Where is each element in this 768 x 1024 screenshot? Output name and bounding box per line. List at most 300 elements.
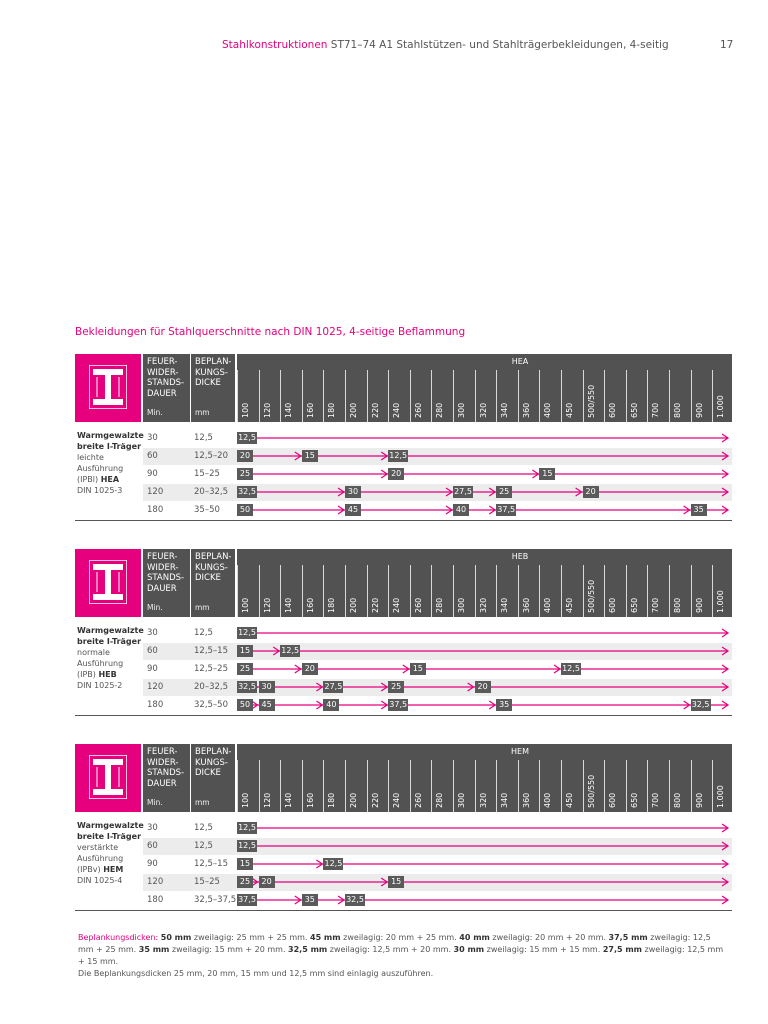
plank-header-line: DICKE — [195, 378, 221, 388]
profile-size-label: 360 — [521, 792, 531, 808]
beam-table-hem — [75, 744, 732, 914]
description-line: DIN 1025-3 — [77, 486, 123, 495]
range-arrow — [75, 625, 732, 642]
profile-size-label: 300 — [457, 792, 466, 808]
header-title: ST71–74 A1 Stahlstützen- und Stahlträgerbekleidungen, 4-seitig — [330, 39, 669, 51]
footnote — [78, 932, 728, 980]
column-tick — [518, 565, 519, 617]
plank-thickness: 12,5 — [194, 841, 213, 851]
profile-size-label: 650 — [629, 597, 639, 613]
description-line: leichte — [77, 453, 104, 462]
column-tick — [561, 760, 562, 812]
profile-size-label: 240 — [392, 792, 402, 808]
profile-size-label: 1.000 — [716, 395, 726, 418]
thickness-box: 20 — [583, 486, 599, 498]
column-tick — [302, 565, 303, 617]
i-beam-logo — [75, 744, 141, 812]
range-arrow — [75, 484, 732, 501]
i-beam-icon — [89, 560, 127, 604]
description-line: Warmgewalzte — [77, 431, 144, 440]
fire-minutes: 60 — [147, 451, 158, 461]
profile-size-label: 140 — [284, 402, 294, 418]
thickness-box: 32,5 — [238, 682, 256, 691]
fire-header-line: FEUER- — [147, 552, 178, 562]
thickness-box: 12,5 — [562, 664, 580, 673]
range-arrow — [75, 643, 732, 660]
series-label: HEA — [511, 357, 529, 366]
fire-minutes: 90 — [147, 469, 158, 479]
column-tick — [453, 565, 454, 617]
thickness-box: 12,5 — [238, 628, 256, 637]
profile-size-label: 600 — [608, 597, 618, 613]
profile-size-label: 160 — [305, 792, 315, 808]
column-tick — [712, 760, 713, 812]
profile-size-label: 260 — [413, 402, 423, 418]
column-tick — [496, 760, 497, 812]
column-tick — [561, 565, 562, 617]
profile-size-label: 100 — [241, 792, 250, 808]
fire-minutes: 120 — [147, 682, 164, 692]
column-tick — [539, 760, 540, 812]
plank-thickness-header — [195, 552, 232, 584]
profile-size-label: 600 — [608, 792, 618, 808]
description-line: DIN 1025-2 — [77, 681, 123, 690]
footnote-thickness: 50 mm — [160, 933, 192, 942]
fire-minutes: 180 — [147, 895, 164, 905]
description-line: verstärkte — [77, 843, 119, 852]
column-tick — [539, 565, 540, 617]
column-tick — [647, 565, 648, 617]
header-divider — [190, 744, 191, 812]
column-tick — [302, 760, 303, 812]
column-tick — [237, 370, 238, 422]
thickness-box: 32,5 — [238, 487, 256, 496]
plank-thickness: 12,5–20 — [194, 451, 228, 461]
profile-size-label: 400 — [543, 792, 553, 808]
i-beam-logo — [75, 354, 141, 422]
footnote-composition: zweilagig: 12,5 mm + 15 mm. — [78, 945, 724, 966]
thickness-box: 12,5 — [324, 859, 343, 868]
table-header — [143, 354, 732, 422]
plank-thickness: 35–50 — [194, 505, 220, 515]
footnote-thickness: 37,5 mm — [608, 933, 648, 942]
footnote-label: Beplankungsdicken: — [78, 933, 159, 942]
plank-unit: mm — [195, 408, 210, 417]
plank-header-line: BEPLAN- — [195, 552, 232, 562]
column-tick — [583, 760, 584, 812]
column-tick — [647, 760, 648, 812]
profile-size-label: 140 — [284, 597, 294, 613]
plank-header-line: KUNGS- — [195, 757, 228, 768]
table-bottom-rule — [75, 910, 732, 911]
description-line: breite I-Träger — [77, 637, 142, 646]
column-tick — [691, 370, 692, 422]
description-line: breite I-Träger — [77, 832, 142, 841]
thickness-box: 27,5 — [454, 487, 472, 496]
profile-size-label: 320 — [478, 402, 488, 418]
column-tick — [259, 565, 260, 617]
thickness-box: 30 — [259, 681, 275, 693]
plank-header-line: KUNGS- — [195, 367, 228, 378]
column-tick — [410, 370, 411, 422]
plank-thickness: 12,5–25 — [194, 664, 228, 674]
fire-minutes: 120 — [147, 877, 164, 887]
plank-unit: mm — [195, 603, 210, 612]
fire-header-line: FEUER- — [147, 747, 178, 757]
plank-thickness: 12,5–15 — [194, 859, 228, 869]
column-tick — [518, 370, 519, 422]
range-arrow — [75, 838, 732, 855]
profile-size-label: 900 — [694, 402, 704, 418]
profile-size-label: 120 — [262, 402, 272, 418]
profile-size-label: 450 — [565, 597, 574, 613]
column-tick — [388, 370, 389, 422]
plank-thickness: 15–25 — [194, 469, 220, 479]
profile-size-label: 220 — [370, 792, 380, 808]
column-tick — [431, 565, 432, 617]
column-tick — [237, 565, 238, 617]
thickness-box: 20 — [237, 450, 253, 462]
profile-size-label: 450 — [565, 402, 574, 418]
thickness-box: 25 — [388, 681, 404, 693]
profile-size-label: 340 — [500, 597, 510, 613]
fire-header-line: STANDS- — [147, 573, 185, 583]
profile-size-label: 700 — [651, 402, 661, 418]
thickness-box: 35 — [496, 699, 512, 711]
thickness-box: 12,5 — [281, 646, 300, 655]
thickness-box: 27,5 — [324, 682, 343, 691]
column-tick — [345, 565, 346, 617]
plank-thickness: 20–32,5 — [194, 487, 228, 497]
header-divider — [190, 549, 191, 617]
column-tick — [647, 370, 648, 422]
profile-size-label: 180 — [327, 792, 337, 808]
profile-size-label: 1.000 — [716, 785, 726, 808]
fire-minutes: 90 — [147, 859, 158, 869]
fire-unit: Min. — [147, 798, 163, 807]
fire-minutes: 60 — [147, 841, 158, 851]
column-tick — [388, 565, 389, 617]
i-beam-icon — [89, 755, 127, 799]
profile-size-label: 500/550 — [586, 579, 596, 613]
column-tick — [259, 760, 260, 812]
plank-thickness: 32,5–50 — [194, 700, 228, 710]
header-divider — [190, 354, 191, 422]
profile-size-label: 900 — [694, 597, 704, 613]
column-tick — [475, 370, 476, 422]
column-tick — [626, 565, 627, 617]
footnote-thickness: 40 mm — [459, 933, 490, 942]
profile-size-label: 600 — [608, 402, 618, 418]
fire-header-line: WIDER- — [147, 367, 179, 378]
column-tick — [431, 370, 432, 422]
fire-minutes: 30 — [147, 628, 158, 638]
fire-header-line: DAUER — [147, 583, 177, 594]
column-tick — [367, 370, 368, 422]
fire-header-line: WIDER- — [147, 757, 179, 768]
profile-size-label: 220 — [370, 597, 380, 613]
column-tick — [539, 370, 540, 422]
footnote-parts — [78, 933, 723, 966]
plank-thickness: 12,5 — [194, 628, 213, 638]
profile-size-label: 700 — [651, 597, 661, 613]
profile-size-label: 240 — [392, 597, 402, 613]
profile-size-label: 400 — [543, 402, 553, 418]
header-category: Stahlkonstruktionen — [222, 39, 328, 51]
column-tick — [453, 760, 454, 812]
thickness-box: 15 — [539, 468, 555, 480]
thickness-box: 12,5 — [389, 451, 408, 460]
series-label: HEB — [511, 552, 529, 561]
column-tick — [712, 565, 713, 617]
table-bottom-rule — [75, 520, 732, 521]
thickness-box: 20 — [259, 876, 275, 888]
footnote-thickness: 35 mm — [138, 945, 170, 954]
plank-thickness: 12,5 — [194, 433, 213, 443]
fire-header-line: DAUER — [147, 388, 177, 399]
column-tick — [345, 370, 346, 422]
plank-header-line: BEPLAN- — [195, 357, 232, 367]
i-beam-logo — [75, 549, 141, 617]
thickness-box: 20 — [302, 663, 318, 675]
profile-size-label: 300 — [457, 402, 466, 418]
column-tick — [410, 760, 411, 812]
profile-size-label: 900 — [694, 792, 704, 808]
series-label: HEM — [511, 747, 529, 756]
profile-size-label: 800 — [673, 402, 682, 418]
column-tick — [669, 565, 670, 617]
description-line: Ausführung — [77, 854, 124, 863]
column-tick — [475, 760, 476, 812]
thickness-box: 35 — [691, 504, 707, 516]
profile-size-label: 320 — [478, 792, 488, 808]
thickness-box: 25 — [237, 876, 253, 888]
column-tick — [367, 565, 368, 617]
column-tick — [323, 370, 324, 422]
profile-size-label: 260 — [413, 792, 423, 808]
beam-table-heb — [75, 549, 732, 719]
plank-thickness-header — [195, 357, 232, 389]
plank-header-line: DICKE — [195, 768, 221, 778]
footnote-composition: zweilagig: 20 mm + 20 mm. — [489, 933, 609, 942]
thickness-box: 45 — [345, 504, 361, 516]
description-line: normale — [77, 648, 110, 657]
fire-header-line: FEUER- — [147, 357, 178, 367]
description-line: HEA — [100, 475, 120, 484]
thickness-box: 40 — [453, 504, 469, 516]
thickness-box: 50 — [237, 504, 253, 516]
profile-size-label: 1.000 — [716, 590, 726, 613]
plank-thickness: 12,5 — [194, 823, 213, 833]
footnote-thickness: 27,5 mm — [602, 945, 643, 954]
thickness-box: 25 — [237, 663, 253, 675]
fire-unit: Min. — [147, 603, 163, 612]
profile-size-label: 200 — [349, 792, 358, 808]
fire-minutes: 180 — [147, 505, 164, 515]
description-line: HEM — [103, 865, 124, 874]
profile-size-label: 400 — [543, 597, 553, 613]
description-line: (IPBv) — [77, 865, 104, 874]
thickness-box: 20 — [475, 681, 491, 693]
fire-minutes: 30 — [147, 823, 158, 833]
profile-size-label: 500/550 — [586, 384, 596, 418]
column-tick — [561, 370, 562, 422]
column-tick — [237, 760, 238, 812]
table-bottom-rule — [75, 715, 732, 716]
column-tick — [323, 565, 324, 617]
fire-header-line: WIDER- — [147, 562, 179, 573]
fire-minutes: 30 — [147, 433, 158, 443]
plank-thickness: 15–25 — [194, 877, 220, 887]
profile-size-label: 180 — [327, 402, 337, 418]
profile-size-label: 200 — [349, 402, 358, 418]
thickness-box: 15 — [237, 645, 253, 657]
profile-size-label: 120 — [262, 792, 272, 808]
profile-size-label: 650 — [629, 792, 639, 808]
fire-resistance-header — [147, 747, 184, 789]
column-tick — [669, 760, 670, 812]
profile-size-label: 240 — [392, 402, 402, 418]
range-arrow — [75, 502, 732, 519]
column-tick — [496, 370, 497, 422]
plank-thickness: 12,5–15 — [194, 646, 228, 656]
table-header — [143, 744, 732, 812]
thickness-box: 12,5 — [238, 841, 256, 850]
column-tick — [583, 370, 584, 422]
footnote-composition: zweilagig: 20 mm + 25 mm. — [340, 933, 460, 942]
profile-size-label: 200 — [349, 597, 358, 613]
profile-size-label: 360 — [521, 402, 531, 418]
profile-size-label: 340 — [500, 792, 510, 808]
profile-size-label: 800 — [673, 597, 682, 613]
column-tick — [475, 565, 476, 617]
plank-thickness: 20–32,5 — [194, 682, 228, 692]
fire-header-line: STANDS- — [147, 768, 185, 778]
profile-size-label: 280 — [435, 597, 445, 613]
footnote-last-line: Die Beplankungsdicken 25 mm, 20 mm, 15 mm und 12,5 mm sind einlagig auszuführen. — [78, 969, 434, 978]
column-tick — [302, 370, 303, 422]
plank-header-line: DICKE — [195, 573, 221, 583]
column-tick — [367, 760, 368, 812]
fire-header-line: DAUER — [147, 778, 177, 789]
footnote-composition: zweilagig: 12,5 mm + 25 mm. — [78, 933, 711, 954]
profile-size-label: 280 — [435, 792, 445, 808]
column-tick — [431, 760, 432, 812]
thickness-box: 30 — [345, 486, 361, 498]
column-tick — [604, 565, 605, 617]
column-tick — [453, 370, 454, 422]
range-arrow — [75, 820, 732, 837]
thickness-box: 15 — [237, 858, 253, 870]
thickness-box: 32,5 — [691, 700, 710, 709]
table-header — [143, 549, 732, 617]
fire-resistance-header — [147, 552, 184, 594]
thickness-box: 15 — [302, 450, 318, 462]
range-arrow — [75, 856, 732, 873]
profile-size-label: 300 — [457, 597, 466, 613]
description-line: DIN 1025-4 — [77, 876, 123, 885]
footnote-thickness: 30 mm — [453, 945, 485, 954]
description-line: (IPB) — [77, 670, 99, 679]
column-tick — [604, 370, 605, 422]
description-line: Warmgewalzte — [77, 821, 144, 830]
section-title: Bekleidungen für Stahlquerschnitte nach DIN 1025, 4-seitige Beflammung — [75, 326, 466, 338]
column-tick — [691, 565, 692, 617]
plank-header-line: KUNGS- — [195, 562, 228, 573]
profile-size-label: 320 — [478, 597, 488, 613]
footnote-composition: zweilagig: 12,5 mm + 20 mm. — [327, 945, 454, 954]
footnote-thickness: 32,5 mm — [288, 945, 328, 954]
range-arrow — [75, 430, 732, 447]
thickness-box: 20 — [388, 468, 404, 480]
column-tick — [691, 760, 692, 812]
i-beam-icon — [89, 365, 127, 409]
profile-size-label: 160 — [305, 402, 315, 418]
thickness-box: 37,5 — [238, 895, 256, 904]
column-tick — [712, 370, 713, 422]
description-line: Ausführung — [77, 464, 124, 473]
thickness-box: 12,5 — [238, 433, 256, 442]
profile-size-label: 160 — [305, 597, 315, 613]
column-tick — [280, 760, 281, 812]
profile-size-label: 340 — [500, 402, 510, 418]
column-tick — [518, 760, 519, 812]
range-arrow — [75, 892, 732, 909]
column-tick — [280, 565, 281, 617]
thickness-box: 37,5 — [389, 700, 408, 709]
profile-size-label: 360 — [521, 597, 531, 613]
profile-size-label: 100 — [241, 402, 250, 418]
thickness-box: 12,5 — [238, 823, 256, 832]
thickness-box: 35 — [302, 894, 318, 906]
plank-unit: mm — [195, 798, 210, 807]
column-tick — [626, 760, 627, 812]
plank-thickness: 32,5–37,5 — [194, 895, 237, 905]
column-tick — [669, 370, 670, 422]
profile-size-label: 120 — [262, 597, 272, 613]
thickness-box: 37,5 — [497, 505, 516, 514]
profile-size-label: 180 — [327, 597, 337, 613]
profile-size-label: 140 — [284, 792, 294, 808]
fire-unit: Min. — [147, 408, 163, 417]
profile-size-label: 100 — [241, 597, 250, 613]
range-arrow — [75, 661, 732, 678]
thickness-box: 25 — [237, 468, 253, 480]
column-tick — [626, 370, 627, 422]
column-tick — [496, 565, 497, 617]
footnote-composition: zweilagig: 15 mm + 15 mm. — [484, 945, 603, 954]
profile-size-label: 220 — [370, 402, 380, 418]
thickness-box: 45 — [259, 699, 275, 711]
thickness-box: 15 — [388, 876, 404, 888]
thickness-box: 15 — [410, 663, 426, 675]
description-line: Ausführung — [77, 659, 124, 668]
fire-minutes: 120 — [147, 487, 164, 497]
fire-header-line: STANDS- — [147, 378, 185, 388]
description-line: (IPBl) — [77, 475, 101, 484]
footnote-composition: zweilagig: 25 mm + 25 mm. — [191, 933, 311, 942]
column-tick — [604, 760, 605, 812]
beam-table-hea — [75, 354, 732, 524]
description-line: HEB — [98, 670, 117, 679]
fire-resistance-header — [147, 357, 184, 399]
running-header — [222, 39, 669, 51]
profile-size-label: 450 — [565, 792, 574, 808]
plank-thickness-header — [195, 747, 232, 779]
thickness-box: 32,5 — [346, 895, 364, 904]
fire-minutes: 90 — [147, 664, 158, 674]
column-tick — [323, 760, 324, 812]
